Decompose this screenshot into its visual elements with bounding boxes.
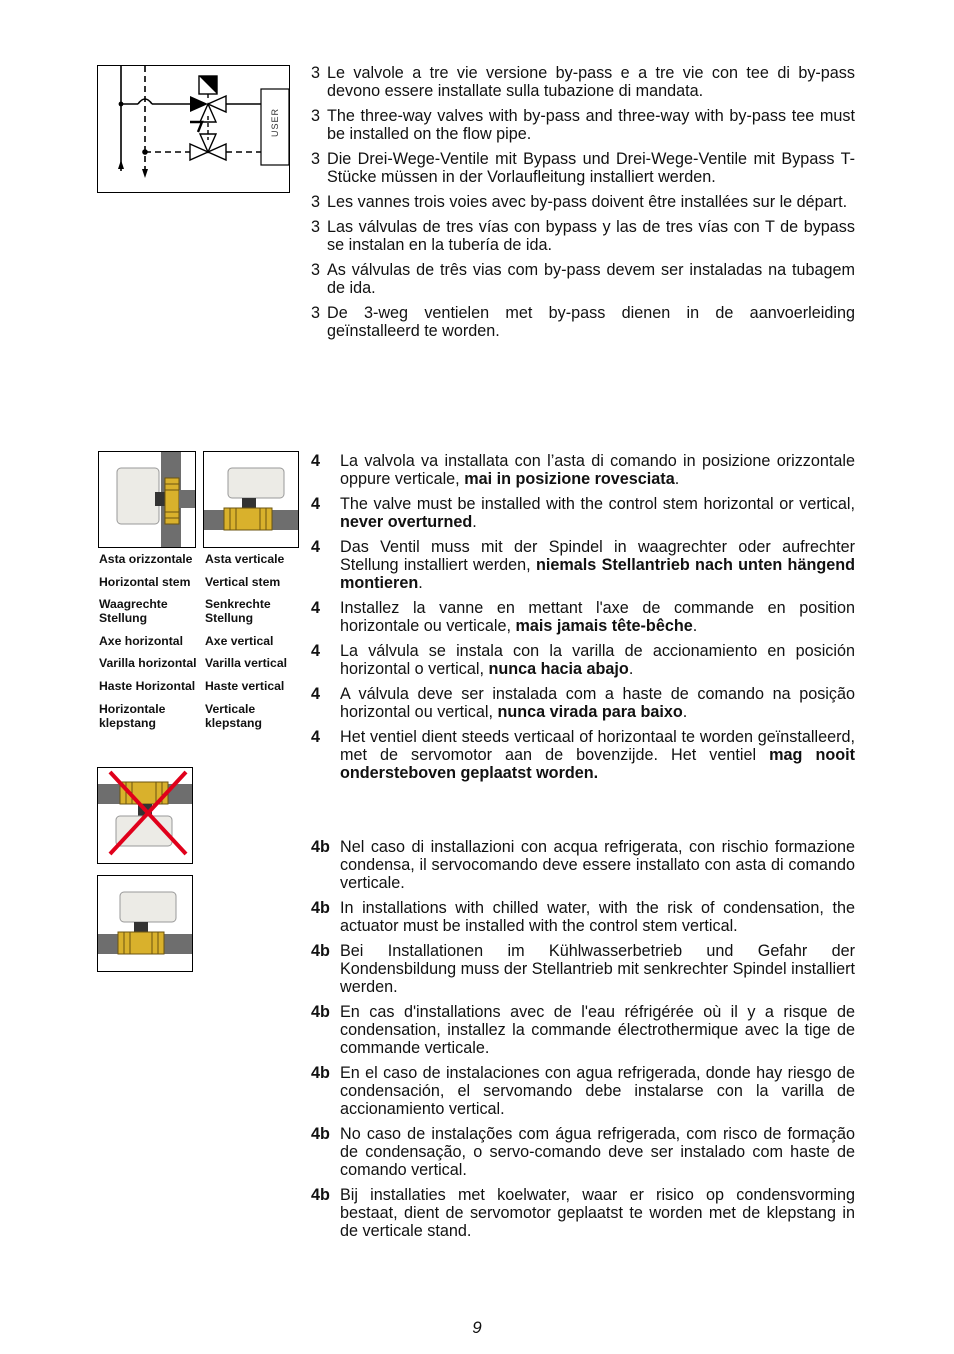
section-4-list <box>311 452 855 789</box>
section-4b-item <box>311 1186 855 1240</box>
item-text: Het ventiel dient steeds verticaal of horizontaal te worden geïnstalleerd, met de servomotor aan de bovenzijde. Het ventiel mag nooit ondersteboven geplaatst worden. <box>340 728 855 782</box>
item-text: Die Drei-Wege-Ventile mit Bypass und Drei-Wege-Ventile mit Bypass T-Stücke müssen in der Vorlaufleitung installiert werden. <box>327 150 855 186</box>
caption-horizontal-de: Waagrechte Stellung <box>99 597 168 625</box>
section-4-item <box>311 642 855 678</box>
item-number: 4 <box>311 495 321 513</box>
item-text: Les vannes trois voies avec by-pass doivent être installées sur le départ. <box>327 193 848 211</box>
item-text: Installez la vanne en mettant l'axe de commande en position horizontale ou verticale, mais jamais tête-bêche. <box>340 599 855 635</box>
item-number: 4 <box>311 452 321 470</box>
forbidden-valve-drawing <box>98 768 192 863</box>
caption-vertical-de: Senkrechte Stellung <box>205 597 271 625</box>
valve-schematic-drawing <box>98 66 289 192</box>
item-text: In installations with chilled water, with the risk of condensation, the actuator must be installed with the control stem vertical. <box>340 899 855 935</box>
caption-vertical-es: Varilla vertical <box>205 656 287 670</box>
item-text: As válvulas de três vias com by-pass devem ser instaladas na tubagem de ida. <box>327 261 855 297</box>
caption-vertical-nl: Verticale klepstang <box>205 702 262 730</box>
item-number: 4b <box>311 1064 330 1082</box>
section-3-list <box>311 64 855 347</box>
item-number: 4b <box>311 1003 330 1021</box>
item-number: 3 <box>311 107 321 125</box>
chilled-water-vertical-illustration <box>97 875 193 972</box>
item-number: 3 <box>311 261 321 279</box>
horizontal-stem-illustration <box>98 451 196 548</box>
upside-down-forbidden-illustration <box>97 767 193 864</box>
vertical-valve-drawing <box>204 452 298 547</box>
caption-vertical-it: Asta verticale <box>205 552 285 566</box>
caption-vertical-en: Vertical stem <box>205 575 281 589</box>
horizontal-valve-drawing <box>99 452 195 547</box>
item-number: 4b <box>311 942 330 960</box>
item-number: 3 <box>311 64 321 82</box>
item-number: 3 <box>311 218 321 236</box>
item-text: The valve must be installed with the control stem horizontal or vertical, never overturned. <box>340 495 855 531</box>
section-4-item <box>311 495 855 531</box>
item-number: 4 <box>311 599 321 617</box>
caption-horizontal-it: Asta orizzontale <box>99 552 193 566</box>
section-4-item <box>311 728 855 782</box>
caption-horizontal-pt: Haste Horizontal <box>99 679 196 693</box>
section-4b-item <box>311 1125 855 1179</box>
section-3-item <box>311 107 855 143</box>
section-4-item <box>311 452 855 488</box>
section-4-item <box>311 538 855 592</box>
item-number: 3 <box>311 304 321 322</box>
caption-horizontal-nl: Horizontale klepstang <box>99 702 166 730</box>
chilled-valve-drawing <box>98 876 192 971</box>
section-4b-item <box>311 899 855 935</box>
section-3-item <box>311 304 855 340</box>
caption-vertical-pt: Haste vertical <box>205 679 285 693</box>
section-4b-item <box>311 838 855 892</box>
page-number: 9 <box>472 1318 482 1337</box>
item-text: En cas d'installations avec de l'eau réfrigérée où il y a risque de condensation, installez la commande électrothermique avec la tige de commande verticale. <box>340 1003 855 1057</box>
section-4-item <box>311 599 855 635</box>
item-number: 4b <box>311 1125 330 1143</box>
section-3-item <box>311 150 855 186</box>
item-text: Las válvulas de tres vías con bypass y las de tres vías con T de bypass se instalan en la tubería de ida. <box>327 218 855 254</box>
item-number: 4 <box>311 685 321 703</box>
vertical-stem-illustration <box>203 451 299 548</box>
user-label: USER <box>270 107 280 137</box>
item-number: 4b <box>311 1186 330 1204</box>
item-number: 4 <box>311 538 321 556</box>
item-number: 4b <box>311 899 330 917</box>
item-text: La válvula se instala con la varilla de accionamiento en posición horizontal o vertical, nunca hacia abajo. <box>340 642 855 678</box>
caption-horizontal-es: Varilla horizontal <box>99 656 197 670</box>
caption-horizontal-en: Horizontal stem <box>99 575 191 589</box>
item-text: Nel caso di installazioni con acqua refrigerata, con rischio formazione condensa, il servocomando deve essere installato con asta di comando verticale. <box>340 838 855 892</box>
bypass-valve-diagram <box>97 65 290 193</box>
item-number: 3 <box>311 193 321 211</box>
caption-vertical-fr: Axe vertical <box>205 634 274 648</box>
section-3-item <box>311 218 855 254</box>
item-text: A válvula deve ser instalada com a haste de comando na posição horizontal ou vertical, nunca virada para baixo. <box>340 685 855 721</box>
item-text: No caso de instalações com água refrigerada, com risco de formação de condensação, o servo-comando deve ser instalado com haste de comando vertical. <box>340 1125 855 1179</box>
section-3-item <box>311 193 855 211</box>
section-3-item <box>311 261 855 297</box>
section-4b-item <box>311 942 855 996</box>
caption-horizontal-fr: Axe horizontal <box>99 634 183 648</box>
section-4b-item <box>311 1003 855 1057</box>
item-text: Bei Installationen im Kühlwasserbetrieb und Gefahr der Kondensbildung muss der Stellantrieb mit senkrechter Spindel installiert werden. <box>340 942 855 996</box>
item-number: 3 <box>311 150 321 168</box>
item-text: De 3-weg ventielen met by-pass dienen in de aanvoerleiding geïnstalleerd te worden. <box>327 304 855 340</box>
item-number: 4 <box>311 642 321 660</box>
item-text: Bij installaties met koelwater, waar er risico op condensvorming bestaat, dient de servomotor geplaatst te worden met de klepstang in de verticale stand. <box>340 1186 855 1240</box>
item-number: 4b <box>311 838 330 856</box>
item-text: The three-way valves with by-pass and three-way with by-pass tee must be installed on the flow pipe. <box>327 107 855 143</box>
item-text: En el caso de instalaciones con agua refrigerada, donde hay riesgo de condensación, el servomando debe instalarse con la varilla de accionamiento vertical. <box>340 1064 855 1118</box>
item-text: Le valvole a tre vie versione by-pass e a tre vie con tee di by-pass devono essere installate sulla tubazione di mandata. <box>327 64 855 100</box>
item-text: Das Ventil muss mit der Spindel in waagrechter oder aufrechter Stellung installiert werden, niemals Stellantrieb nach unten hängend montieren. <box>340 538 855 592</box>
item-text: La valvola va installata con l’asta di comando in posizione orizzontale oppure verticale, mai in posizione rovesciata. <box>340 452 855 488</box>
section-4-item <box>311 685 855 721</box>
section-4b-list <box>311 838 855 1247</box>
section-4b-item <box>311 1064 855 1118</box>
item-number: 4 <box>311 728 321 746</box>
section-3-item <box>311 64 855 100</box>
